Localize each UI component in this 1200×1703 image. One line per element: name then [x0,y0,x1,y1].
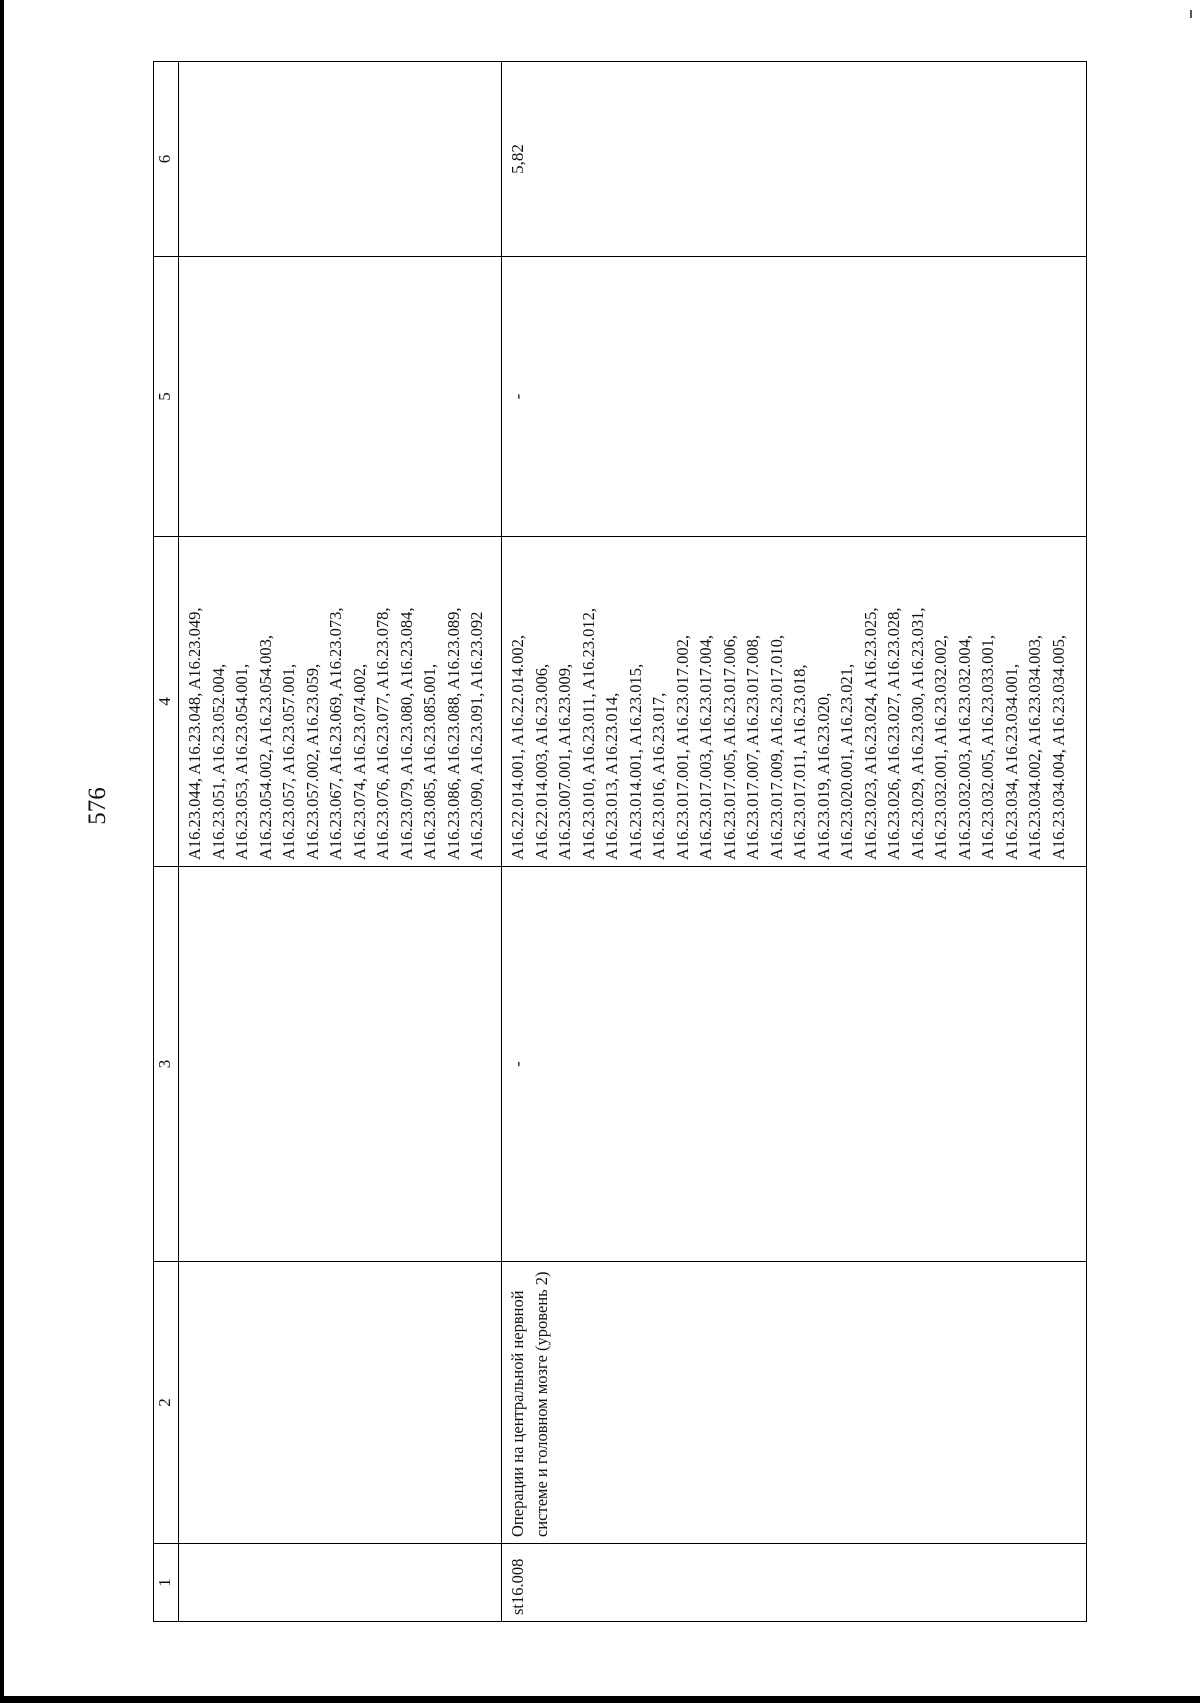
header-col-6: 6 [154,62,179,257]
cell-col3-text: - [508,1061,527,1067]
cell-col5 [502,257,1087,537]
table-header-row [154,62,179,1622]
cell-services-text: A16.23.044, A16.23.048, A16.23.049, A16.23.051, A16.23.052.004, A16.23.053, A16.23.054.001, A16.23.054.002, A16.23.054.003, A16.23.057, A16.23.057.001, A16.23.057.002, A16.23.059, A16.23.067, A16.23.069, A16.23.073, A16.23.074, A16.23.074.002, A16.23.076, A16.23.077, A16.23.078, A16.23.079, A16.23.080, A16.23.084, A16.23.085, A16.23.085.001, A16.23.086, A16.23.088, A16.23.089, A16.23.090, A16.23.091, A16.23.092 [185,607,486,860]
cell-name [502,1262,1087,1544]
header-col-3: 3 [154,867,179,1262]
cell-services [179,537,502,867]
header-col-2: 2 [154,1262,179,1544]
cell-coefficient-text [179,62,185,256]
cell-name [179,1262,502,1544]
cell-coefficient-text: 5,82 [508,144,527,174]
header-col-4: 4 [154,537,179,867]
table-row [502,62,1087,1622]
cell-code [179,1544,502,1622]
cell-col3-text [179,867,185,1261]
cell-name-text: Операции на центральной нервной системе и головном мозге (уровень 2) [508,1271,551,1537]
page-number: 576 [84,787,111,825]
cell-col3 [502,867,1087,1262]
cell-code-text: st16.008 [508,1558,527,1615]
cell-col5-text [179,257,185,536]
header-col-5: 5 [154,257,179,537]
cell-code [502,1544,1087,1622]
cell-services [502,537,1087,867]
scan-edge-bottom [0,1696,1200,1703]
cell-code-text [179,1544,183,1621]
cell-name-text [179,1262,183,1543]
cell-col3 [179,867,502,1262]
rotated-table-container [153,62,1083,1622]
cell-coefficient [179,62,502,257]
header-col-1: 1 [154,1544,179,1622]
table-row [179,62,502,1622]
scan-speck [1190,10,1192,18]
tariff-table [153,61,1087,1622]
cell-coefficient [502,62,1087,257]
cell-col5 [179,257,502,537]
cell-services-text: A16.22.014.001, A16.22.014.002, A16.22.014.003, A16.23.006, A16.23.007.001, A16.23.009, A16.23.010, A16.23.011, A16.23.012, A16.23.013, A16.23.014, A16.23.014.001, A16.23.015, A16.23.016, A16.23.017, A16.23.017.001, A16.23.017.002, A16.23.017.003, A16.23.017.004, A16.23.017.005, A16.23.017.006, A16.23.017.007, A16.23.017.008, A16.23.017.009, A16.23.017.010, A16.23.017.011, A16.23.018, A16.23.019, A16.23.020, A16.23.020.001, A16.23.021, A16.23.023, A16.23.024, A16.23.025, A16.23.026, A16.23.027, A16.23.028, A16.23.029, A16.23.030, A16.23.031, A16.23.032.001, A16.23.032.002, A16.23.032.003, A16.23.032.004, A16.23.032.005, A16.23.033.001, A16.23.034, A16.23.034.001, A16.23.034.002, A16.23.034.003, A16.23.034.004, A16.23.034.005, [508,607,1068,860]
cell-col5-text: - [508,393,527,400]
scan-edge-left [0,0,4,1703]
